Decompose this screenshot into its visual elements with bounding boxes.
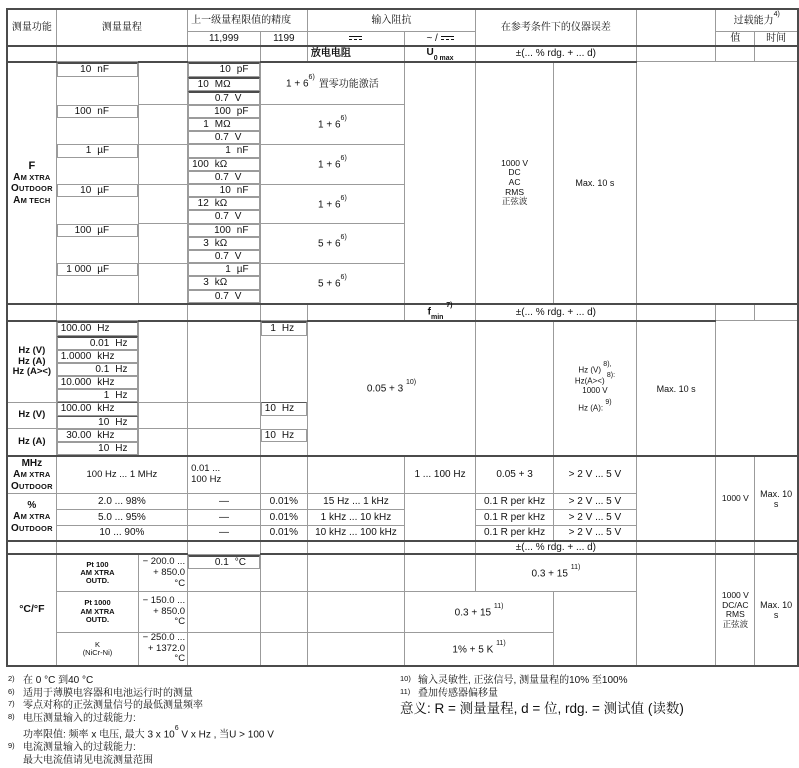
empty-cell — [139, 402, 188, 428]
footnote: 最大电流值请见电流测量范围 — [23, 754, 153, 766]
footnote: 11) 叠加传感器偏移量 — [400, 686, 498, 699]
sensitivity-cell: 1 ... 100 Hz — [405, 456, 476, 493]
overload-time-cell: Max. 10 s — [636, 321, 716, 456]
accuracy-cell: 0.1 Hz — [57, 363, 139, 376]
accuracy-cell: — — [188, 493, 261, 509]
band-cell: 10 kHz ... 100 kHz — [307, 525, 404, 541]
range-cell: − 150.0 ... + 850.0 °C — [139, 591, 188, 632]
error-cell: 1% + 5 K $^{11)}$ — [405, 632, 554, 665]
footnote: 7) 零点对称的正弦测量信号的最低测量频率 — [8, 699, 203, 712]
footnote: 9) 电流测量输入的过载能力: — [8, 741, 136, 754]
empty-cell — [405, 62, 476, 304]
footnote: 功率限值: 频率 x 电压, 最大 3 x $10^6$ V x Hz , 当U > 100 V — [23, 725, 274, 741]
empty-cell — [188, 321, 261, 403]
discharge-resistance-label: 放电电阻 — [307, 46, 404, 62]
range-cell: 10 µF — [57, 184, 139, 197]
footnotes — [8, 675, 799, 768]
empty-cell — [188, 541, 261, 554]
range-cell: − 250.0 ... + 1372.0 °C — [139, 632, 188, 665]
empty-cell — [260, 591, 307, 632]
discharge-resistance-cell: 10 MΩ — [188, 77, 260, 91]
range-cell: 100 Hz ... 1 MHz — [56, 456, 187, 493]
function-label-capacitance: F AM XTRA OUTDOOR AM TECH — [7, 62, 56, 304]
error-cell: 0.1 R per kHz — [476, 493, 554, 509]
empty-cell — [755, 46, 798, 62]
accuracy-cell: 0.01% — [260, 509, 307, 525]
footnote: 2) 在 0 °C 到40 °C — [8, 673, 94, 686]
error-cell: 0.05 + 3 — [476, 456, 554, 493]
empty-cell — [636, 456, 716, 541]
range-cell: 5.0 ... 95% — [56, 509, 187, 525]
range-cell: 2.0 ... 98% — [56, 493, 187, 509]
legend: 意义: R = 测量量程, d = 位, rdg. = 测试值 (读数) — [400, 701, 684, 717]
empty-cell — [307, 632, 404, 665]
fmin-cell: 10 Hz — [261, 402, 307, 415]
empty-cell — [260, 554, 307, 591]
accuracy-cell: 0.01 Hz — [57, 336, 139, 350]
fmin-cell: 1 Hz — [261, 321, 307, 335]
accuracy-cell: 10 Hz — [57, 416, 139, 429]
accuracy-cell: 0.01% — [260, 525, 307, 541]
empty-cell — [405, 554, 476, 591]
overload-value-cell: 1000 V DC/AC RMS 正弦波 — [716, 554, 755, 665]
sensitivity-range-cell: > 2 V ... 5 V — [554, 525, 637, 541]
empty-cell — [139, 263, 188, 304]
accuracy-cell: 10 Hz — [57, 442, 139, 455]
col-header-blank — [636, 9, 716, 46]
accuracy-cell: 100 pF — [188, 105, 260, 118]
range-cell: − 200.0 ... + 850.0 °C — [139, 554, 188, 591]
sensitivity-range-cell: > 2 V ... 5 V — [554, 493, 637, 509]
discharge-resistance-cell: 12 kΩ — [188, 197, 260, 210]
specification-table — [6, 8, 799, 667]
u0max-cell: 0.7 V — [188, 131, 260, 144]
function-label-frequency: Hz (V) — [7, 402, 56, 428]
range-cell: 10.000 kHz — [57, 376, 139, 389]
empty-cell — [139, 184, 188, 224]
empty-cell — [188, 632, 261, 665]
accuracy-cell: — — [188, 509, 261, 525]
fmin-label: $f_{min}$ $^{7)}$ — [405, 304, 476, 321]
empty-cell — [716, 304, 755, 321]
accuracy-cell: 1 nF — [188, 144, 260, 157]
band-cell: 15 Hz ... 1 kHz — [307, 493, 404, 509]
empty-cell — [755, 304, 798, 321]
manual-page — [0, 8, 799, 766]
col-header-impedance: 输入阻抗 — [307, 9, 475, 31]
empty-cell — [56, 46, 187, 62]
empty-cell — [139, 105, 188, 145]
u0max-cell: 0.7 V — [188, 290, 260, 303]
empty-cell — [307, 456, 404, 493]
ac-dc-icon — [441, 36, 454, 41]
accuracy-cell: — — [188, 525, 261, 541]
sensor-cell: K (NiCr-Ni) — [56, 632, 139, 665]
col-header-overload-time: 时间 — [755, 31, 798, 46]
empty-cell — [636, 554, 716, 665]
error-cell: $5 + 6^{6)}$ — [260, 263, 404, 304]
discharge-resistance-cell: 3 kΩ — [188, 276, 260, 289]
overload-value-cell: Hz (V) $^{8),}$ Hz(A><) $^{8):}$ 1000 V Hz (A): $^{9)}$ — [554, 321, 637, 456]
footnote: 6) 适用于薄膜电容器和电池运行时的测量 — [8, 686, 193, 699]
empty-cell — [260, 46, 307, 62]
overload-time-cell: Max. 10 s — [554, 62, 637, 304]
range-cell: 1 000 µF — [57, 263, 139, 276]
col-header-acc-11999: 11,999 — [188, 31, 261, 46]
accuracy-cell: 0.01 ... 100 Hz — [188, 456, 261, 493]
col-header-dc — [307, 31, 404, 46]
range-cell: 1.0000 kHz — [57, 350, 139, 363]
u0max-label: $U_{0 max}$ — [405, 46, 476, 62]
empty-cell — [636, 46, 716, 62]
range-cell: 100.00 kHz — [57, 402, 139, 415]
footnote: 8) 电压测量输入的过载能力: — [8, 712, 136, 725]
error-cell: $1 + 6^{6)}$置零功能激活 — [260, 62, 404, 105]
empty-cell — [260, 304, 307, 321]
sensor-cell: Pt 100 AM XTRA OUTD. — [56, 554, 139, 591]
empty-cell — [307, 591, 404, 632]
sensitivity-range-cell: > 2 V ... 5 V — [554, 509, 637, 525]
col-header-acc-1199: 1199 — [260, 31, 307, 46]
u0max-cell: 0.7 V — [188, 250, 260, 263]
dc-icon — [349, 36, 362, 41]
discharge-resistance-cell: 1 MΩ — [188, 118, 260, 131]
col-header-accuracy: 上一级量程限值的精度 — [188, 9, 308, 31]
empty-cell — [56, 541, 187, 554]
function-label-frequency: Hz (A) — [7, 429, 56, 456]
empty-cell — [405, 541, 476, 554]
range-cell: 30.00 kHz — [57, 429, 139, 442]
col-header-range: 测量量程 — [56, 9, 187, 46]
range-cell: 100 µF — [57, 224, 139, 237]
function-label-duty: % AM XTRA OUTDOOR — [7, 493, 56, 541]
footnote: 10) 输入灵敏性, 正弦信号, 测量量程的10% 至100% — [400, 673, 628, 686]
empty-cell — [716, 46, 755, 62]
u0max-cell: 0.7 V — [188, 210, 260, 223]
overload-value-cell: 1000 V DC AC RMS 正弦波 — [476, 62, 554, 304]
empty-cell — [188, 304, 261, 321]
error-cell: $1 + 6^{6)}$ — [260, 105, 404, 145]
empty-cell — [755, 541, 798, 554]
empty-cell — [307, 541, 404, 554]
error-cell: 0.3 + 15 $^{11)}$ — [476, 554, 637, 591]
accuracy-cell: 10 pF — [188, 62, 260, 76]
empty-cell — [139, 144, 188, 184]
empty-cell — [188, 429, 261, 456]
empty-cell — [56, 304, 187, 321]
col-header-overload-value: 值 — [716, 31, 755, 46]
u0max-cell: 0.7 V — [188, 91, 260, 105]
u0max-cell: 0.7 V — [188, 171, 260, 184]
error-cell: $5 + 6^{6)}$ — [260, 224, 404, 264]
empty-cell — [188, 46, 261, 62]
error-cell: 0.1 R per kHz — [476, 525, 554, 541]
fmin-cell: 10 Hz — [261, 429, 307, 442]
error-cell: $1 + 6^{6)}$ — [260, 144, 404, 184]
range-cell: 100.00 Hz — [57, 321, 139, 335]
range-cell: 10 nF — [57, 62, 139, 76]
error-cell: 0.3 + 15 $^{11)}$ — [405, 591, 554, 632]
accuracy-cell: 1 µF — [188, 263, 260, 276]
error-formula: ±(... % rdg. + ... d) — [476, 304, 637, 321]
empty-cell — [7, 541, 56, 554]
empty-cell — [139, 321, 188, 403]
overload-time-cell: Max. 10 s — [755, 456, 798, 541]
empty-cell — [405, 493, 476, 541]
empty-cell — [260, 632, 307, 665]
empty-cell — [188, 402, 261, 428]
empty-cell — [139, 224, 188, 264]
col-header-function: 测量功能 — [7, 9, 56, 46]
empty-cell — [476, 321, 554, 456]
accuracy-cell: 100 nF — [188, 224, 260, 237]
error-formula: ±(... % rdg. + ... d) — [476, 46, 637, 62]
accuracy-cell: 10 nF — [188, 184, 260, 197]
accuracy-cell: 0.1 °C — [188, 555, 260, 569]
accuracy-cell: 0.01% — [260, 493, 307, 509]
overload-time-cell: Max. 10 s — [755, 554, 798, 665]
function-label-mhz: MHz AM XTRA OUTDOOR — [7, 456, 56, 493]
range-cell: 10 ... 90% — [56, 525, 187, 541]
sensitivity-range-cell: > 2 V ... 5 V — [554, 456, 637, 493]
discharge-resistance-cell: 3 kΩ — [188, 237, 260, 250]
empty-cell — [7, 304, 56, 321]
empty-cell — [188, 591, 261, 632]
error-cell: $1 + 6^{6)}$ — [260, 184, 404, 224]
empty-cell — [139, 429, 188, 456]
empty-cell — [307, 554, 404, 591]
empty-cell — [139, 62, 188, 105]
empty-cell — [7, 46, 56, 62]
accuracy-cell: 1 Hz — [57, 389, 139, 402]
discharge-resistance-cell: 100 kΩ — [188, 158, 260, 171]
col-header-acdc: ~ / — [405, 31, 476, 46]
empty-cell — [636, 304, 716, 321]
sensor-cell: Pt 1000 AM XTRA OUTD. — [56, 591, 139, 632]
error-cell: 0.1 R per kHz — [476, 509, 554, 525]
error-cell: 0.05 + 3 $^{10)}$ — [307, 321, 475, 456]
band-cell: 1 kHz ... 10 kHz — [307, 509, 404, 525]
error-formula: ±(... % rdg. + ... d) — [476, 541, 637, 554]
col-header-error: 在参考条件下的仪器误差 — [476, 9, 637, 46]
footnotes-right — [400, 675, 785, 768]
empty-cell — [636, 541, 716, 554]
function-label-frequency-group1: Hz (V) Hz (A) Hz (A><) — [7, 321, 56, 403]
col-header-overload: 过载能力$^{4)}$ — [716, 9, 798, 31]
empty-cell — [716, 541, 755, 554]
overload-value-cell: 1000 V — [716, 456, 755, 541]
empty-cell — [307, 304, 404, 321]
empty-cell — [260, 541, 307, 554]
range-cell: 100 nF — [57, 105, 139, 118]
footnotes-left — [8, 675, 400, 768]
empty-cell — [260, 456, 307, 493]
range-cell: 1 µF — [57, 144, 139, 157]
function-label-temperature: °C/°F — [7, 554, 56, 665]
